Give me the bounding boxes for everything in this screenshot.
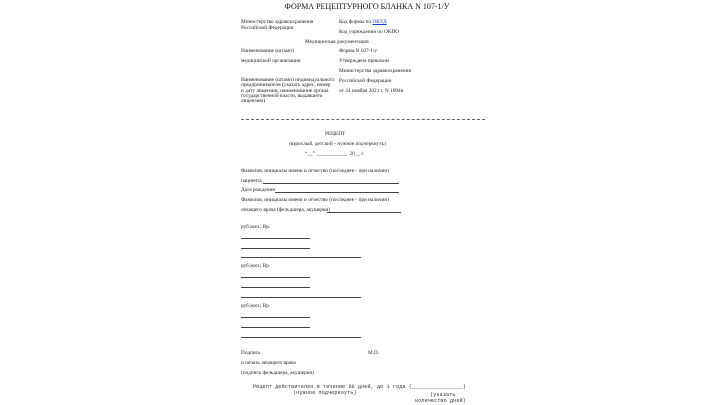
patient-fio-label: Фамилия, инициалы имени и отчество (последнее - при наличии) [241, 168, 389, 174]
rp-label: руб.|коп.| Rp. [241, 303, 271, 309]
cut-line [241, 119, 485, 120]
stamp-place: М.П. [368, 350, 380, 356]
okud-link[interactable]: ОКУД [372, 19, 387, 25]
ministry-line-2: Российской Федерации [241, 25, 294, 31]
okud-code [339, 19, 387, 25]
rp-line[interactable] [241, 238, 310, 239]
rp-line[interactable] [241, 257, 361, 258]
rp-line[interactable] [241, 287, 310, 288]
days-note-2: количество дней) [415, 398, 466, 404]
rp-line[interactable] [241, 337, 361, 338]
ministry-genitive: Министерства здравоохранения [339, 68, 411, 74]
stamp-line-1: Наименование (штамп) [241, 48, 294, 54]
doctor-fio-label: Фамилия, инициалы имени и отчество (последнее - при наличии) [241, 197, 389, 203]
rp-line[interactable] [241, 248, 310, 249]
ministry-line-1: Министерство здравоохранения [241, 19, 314, 25]
birth-label: Дата рождения [241, 187, 275, 193]
ip-stamp-block [241, 78, 335, 104]
recipe-date: “__” ____________ 20__ г. [305, 151, 365, 157]
seal-label: и печать лечащего врача [241, 360, 296, 366]
recipe-type: (взрослый, детский - нужное подчеркнуть) [289, 141, 386, 147]
doctor-field[interactable] [327, 212, 401, 213]
days-note-1: (указать [430, 392, 456, 398]
rp-line[interactable] [241, 327, 310, 328]
ip-line: предпринимателя (указать адрес, номер [241, 82, 331, 89]
rp-line[interactable] [241, 297, 361, 298]
form-number: Форма N 107-1/у [339, 48, 378, 54]
ip-line: лицензию) [241, 98, 266, 105]
med-doc-label: Медицинская документация [305, 39, 369, 45]
patient-field[interactable] [263, 183, 399, 184]
okpo-code: Код учреждения по ОКПО [339, 29, 400, 35]
order-date: от 24 ноября 2021 г. N 1094н [339, 88, 404, 94]
doctor-label: лечащего врача (фельдшера, акушерки) [241, 207, 331, 213]
signature-label: Подпись [241, 350, 261, 356]
okud-prefix: Код формы по [339, 19, 373, 25]
patient-label: пациента [241, 178, 262, 184]
rf-label: Российской Федерации [339, 78, 392, 84]
feldsher-signature-label: (подпись фельдшера, акушерки) [241, 370, 314, 376]
form-title: ФОРМА РЕЦЕПТУРНОГО БЛАНКА N 107-1/У [284, 2, 450, 11]
recipe-heading: РЕЦЕПТ [325, 131, 346, 137]
rp-line[interactable] [241, 317, 310, 318]
rp-label: руб.|коп.| Rp. [241, 224, 271, 230]
rp-line[interactable] [241, 277, 310, 278]
validity-text: Рецепт действителен в течение 60 дней, до 1 года (________________) [253, 384, 466, 390]
ip-line: государственной власти, выдавшего [241, 92, 323, 99]
underline-note: (нужное подчеркнуть) [293, 390, 357, 396]
birth-field[interactable] [275, 192, 399, 193]
approved-label: Утверждена приказом [339, 58, 389, 64]
stamp-line-2: медицинской организации [241, 58, 301, 64]
rp-label: руб.|коп.| Rp. [241, 263, 271, 269]
ip-line: и дату лицензии, наименование органа [241, 87, 329, 94]
ip-line: Наименование (штамп) индивидуального [241, 77, 335, 83]
